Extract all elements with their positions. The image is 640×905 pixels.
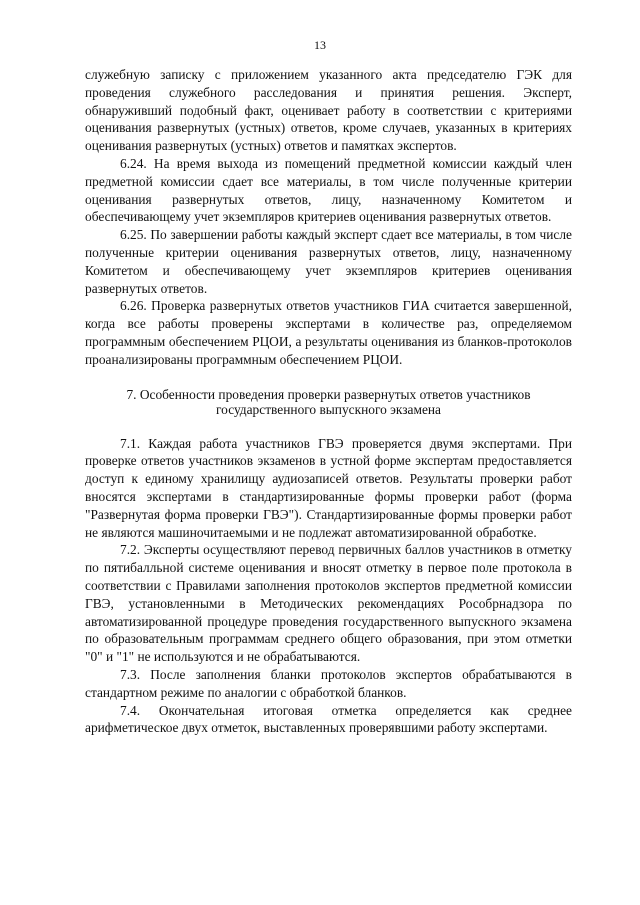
paragraph-7-3: 7.3. После заполнения бланки протоколов экспертов обрабатываются в стандартном режиме по аналогии с обработкой бланков.	[85, 666, 572, 700]
paragraph-6-24: 6.24. На время выхода из помещений предметной комиссии каждый член предметной комиссии сдает все материалы, в том числе полученные критерии оценивания развернутых ответов, лицу, назначенному Комитетом и обеспечивающему учет экземпляров критериев оценивания развернутых ответов.	[85, 155, 572, 225]
paragraph-7-1: 7.1. Каждая работа участников ГВЭ проверяется двумя экспертами. При проверке ответов участников экзаменов в устной форме экспертам предоставляется доступ к единому хранилищу аудиозаписей ответов. Результаты проверки работ вносятся экспертами в стандартизированные формы проверки работ (форма "Развернутая форма проверки ГВЭ"). Стандартизированные формы проверки работ не являются машиночитаемыми и не подлежат автоматизированной обработке.	[85, 435, 572, 540]
paragraph-7-2: 7.2. Эксперты осуществляют перевод первичных баллов участников в отметку по пятибалльной системе оценивания и вносят отметку в первое поле протокола в соответствии с Правилами заполнения протоколов экспертов предметной комиссии ГВЭ, установленными в Методических рекомендациях Рособрнадзора по автоматизированной процедуре проведения государственного выпускного экзамена по образовательным программам среднего общего образования, при этом отметки "0" и "1" не используются и не обрабатываются.	[85, 542, 572, 665]
paragraph-continuation: служебную записку с приложением указанного акта председателю ГЭК для проведения служебного расследования и принятия решения. Эксперт, обнаруживший подобный факт, оценивает работу в соответствии с критериями оценивания развернутых (устных) ответов, кроме случаев, указанных в критериях оценивания развернутых (устных) ответов и памятках экспертов.	[85, 67, 572, 154]
paragraph-6-25: 6.25. По завершении работы каждый эксперт сдает все материалы, в том числе полученные критерии оценивания развернутых ответов, лицу, назначенному Комитетом и обеспечивающему учет экземпляров критериев оценивания развернутых ответов.	[85, 227, 572, 296]
section-title: 7. Особенности проведения проверки развернутых ответов участников государственного выпускного экзамена	[126, 386, 531, 417]
paragraph-7-4: 7.4. Окончательная итоговая отметка определяется как среднее арифметическое двух отметок, выставленных проверявшими работу экспертами.	[85, 702, 572, 736]
paragraph-6-26: 6.26. Проверка развернутых ответов участников ГИА считается завершенной, когда все работы проверены экспертами в количестве раз, определяемом программным обеспечением РЦОИ, а результаты оценивания из бланков-протоколов проанализированы программным обеспечением РЦОИ.	[85, 298, 572, 367]
document-body	[85, 66, 572, 737]
page-number: 13	[314, 38, 326, 52]
